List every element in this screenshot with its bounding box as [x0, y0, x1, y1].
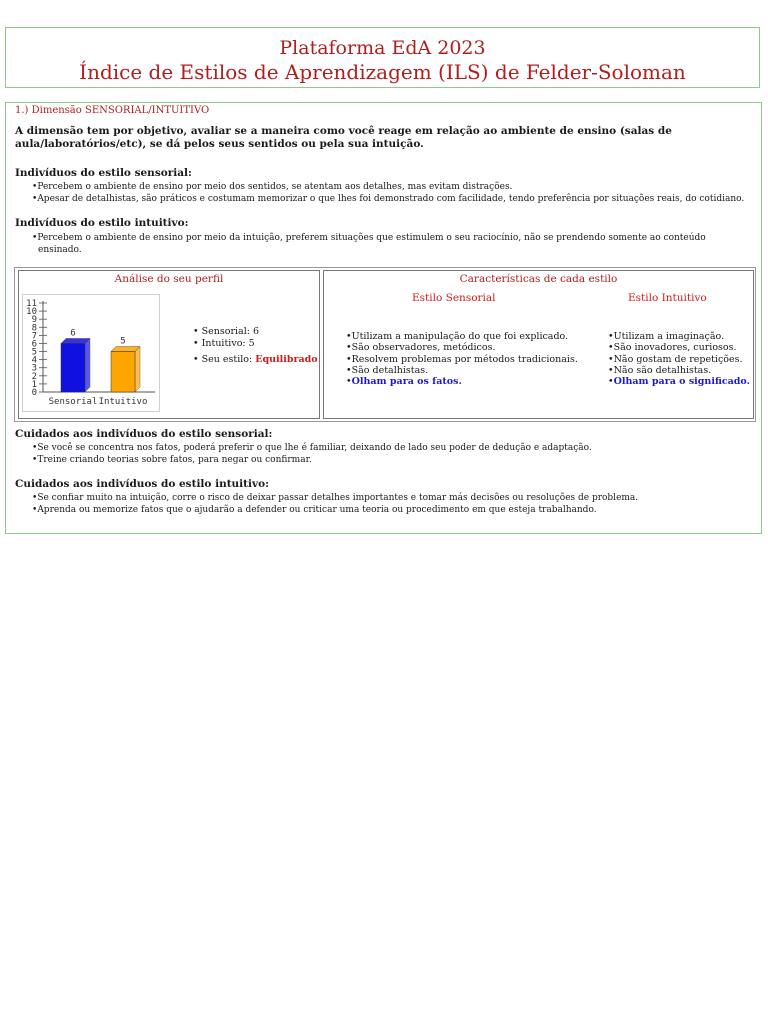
intuitivo-score: Intuitivo: 5	[201, 337, 255, 349]
list-item: • Aprenda ou memorize fatos que o ajudarão a defender ou criticar uma teoria ou procedimento em que esteja trabalhando.	[26, 505, 746, 517]
y-tick-label: 7	[31, 331, 37, 342]
category-label: Intuitivo	[98, 397, 148, 407]
list-item: • Se você se concentra nos fatos, poderá preferir o que lhe é familiar, deixando de lado seu poder de dedução e adaptação.	[26, 443, 746, 455]
feature-item: • São observadores, metódicos.	[346, 342, 578, 353]
list-item: • Treine criando teorias sobre fatos, para negar ou confirmar.	[26, 455, 746, 467]
list-item: • Percebem o ambiente de ensino por meio dos sentidos, se atentam aos detalhes, mas evitam distrações.	[26, 182, 746, 194]
feature-item: • São detalhistas.	[346, 365, 578, 376]
feature-item: • Utilizam a imaginação.	[608, 331, 750, 342]
section-intro: A dimensão tem por objetivo, avaliar se a maneira como você reage em relação ao ambiente de ensino (salas de aula/laboratórios/etc), se dá pelos seus sentidos ou pela sua intuição.	[15, 125, 672, 150]
intuitivo-column-head: Estilo Intuitivo	[628, 292, 707, 304]
bar-side	[85, 338, 90, 392]
care-intuitivo-list	[26, 493, 746, 516]
y-tick-label: 8	[31, 323, 37, 334]
care-sensorial-list	[26, 443, 746, 466]
score-chart-svg	[23, 295, 159, 411]
care-intuitivo-heading: Cuidados aos indivíduos do estilo intuitivo:	[15, 478, 269, 490]
intuitivo-features	[608, 331, 750, 387]
feature-item: • Utilizam a manipulação do que foi explicado.	[346, 331, 578, 342]
section-title: 1.) Dimensão SENSORIAL/INTUITIVO	[15, 105, 210, 116]
style-value: Equilibrado	[255, 354, 318, 365]
y-tick-label: 3	[31, 363, 37, 374]
y-tick-label: 5	[31, 347, 37, 358]
bar-value-label: 5	[120, 336, 126, 347]
sensorial-heading: Indivíduos do estilo sensorial:	[15, 167, 192, 179]
y-tick-label: 1	[31, 379, 37, 390]
score-chart	[22, 294, 160, 412]
sensorial-column-head: Estilo Sensorial	[412, 292, 496, 304]
y-tick-label: 4	[31, 355, 37, 366]
y-tick-label: 2	[31, 371, 37, 382]
feature-item: • Não são detalhistas.	[608, 365, 750, 376]
y-tick-label: 11	[26, 299, 37, 309]
page-header	[5, 27, 760, 88]
sensorial-features	[346, 331, 578, 387]
intuitivo-list	[26, 233, 726, 256]
characteristics-panel	[323, 270, 754, 419]
y-tick-label: 9	[31, 315, 37, 326]
list-item: • Se confiar muito na intuição, corre o risco de deixar passar detalhes importantes e tomar más decisões ou resoluções de problema.	[26, 493, 746, 505]
feature-item: • Olham para o significado.	[608, 376, 750, 387]
feature-item: • São inovadores, curiosos.	[608, 342, 750, 353]
style-label: Seu estilo:	[201, 354, 256, 365]
feature-item: • Olham para os fatos.	[346, 376, 578, 387]
bar	[111, 352, 135, 392]
bar-side	[135, 347, 140, 392]
profile-panels	[14, 267, 756, 422]
dimension-section	[5, 102, 762, 534]
bar	[61, 343, 85, 392]
category-label: Sensorial	[48, 397, 98, 407]
characteristics-title: Características de cada estilo	[459, 273, 618, 285]
y-tick-label: 6	[31, 339, 37, 350]
care-sensorial-heading: Cuidados aos indivíduos do estilo sensorial:	[15, 428, 273, 440]
document-title: Índice de Estilos de Aprendizagem (ILS) de Felder-Soloman	[79, 60, 686, 84]
list-item: • Apesar de detalhistas, são práticos e costumam memorizar o que lhes foi demonstrado com facilidade, tendo preferência por situações reais, do cotidiano.	[26, 194, 746, 206]
intuitivo-heading: Indivíduos do estilo intuitivo:	[15, 217, 189, 229]
y-tick-label: 10	[26, 307, 37, 318]
profile-stats: • Sensorial: 6 • Intuitivo: 5 • Seu estilo: Equilibrado	[193, 326, 318, 365]
feature-item: • Resolvem problemas por métodos tradicionais.	[346, 354, 578, 365]
bar-value-label: 6	[70, 328, 76, 339]
sensorial-list	[26, 182, 746, 205]
platform-title: Plataforma EdA 2023	[279, 37, 486, 59]
profile-title: Análise do seu perfil	[114, 273, 224, 285]
profile-panel	[18, 270, 320, 419]
list-item: • Percebem o ambiente de ensino por meio da intuição, preferem situações que estimulem o seu raciocínio, não se prendendo somente ao conteúdo ensinado.	[26, 233, 726, 256]
y-tick-label: 0	[31, 388, 37, 398]
sensorial-score: Sensorial: 6	[201, 326, 260, 337]
feature-item: • Não gostam de repetições.	[608, 354, 750, 365]
